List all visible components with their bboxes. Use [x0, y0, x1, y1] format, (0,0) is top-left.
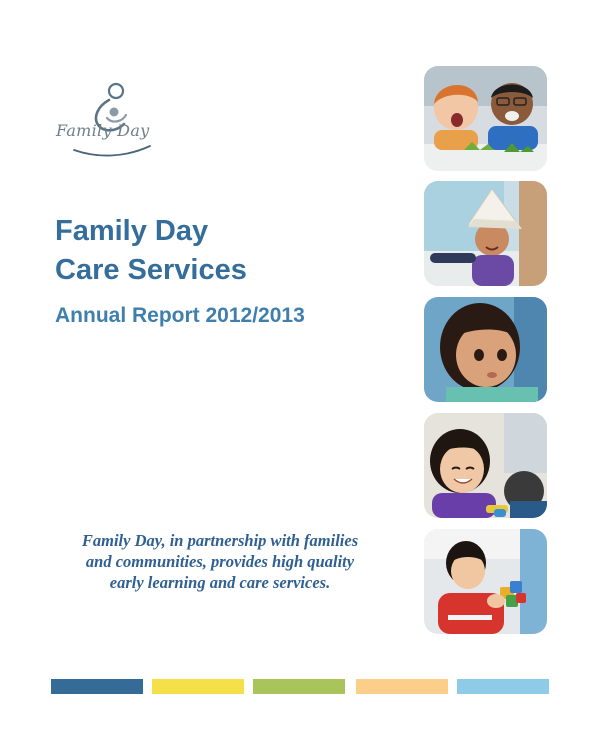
color-band-peach	[356, 679, 448, 694]
title-line-2: Care Services	[55, 254, 247, 286]
child-paper-hat-photo	[424, 181, 547, 286]
mission-line-2: and communities, provides high quality	[85, 552, 355, 571]
color-band-light-blue	[457, 679, 549, 694]
toddler-portrait-photo	[424, 297, 547, 402]
report-title	[55, 212, 375, 290]
mission-statement	[50, 530, 390, 593]
color-band-yellow	[152, 679, 244, 694]
family-day-logo	[52, 78, 162, 163]
title-line-1: Family Day	[55, 215, 209, 247]
boy-building-blocks-photo	[424, 529, 547, 634]
smiling-girl-photo	[424, 413, 547, 518]
mission-line-3: early learning and care services.	[109, 573, 331, 592]
color-band-green	[253, 679, 345, 694]
mission-line-1: Family Day, in partnership with families	[81, 531, 359, 550]
logo-wordmark: Family Day	[56, 121, 150, 140]
report-subtitle: Annual Report 2012/2013	[55, 304, 305, 327]
color-band-blue	[51, 679, 143, 694]
two-children-playing-photo	[424, 66, 547, 171]
